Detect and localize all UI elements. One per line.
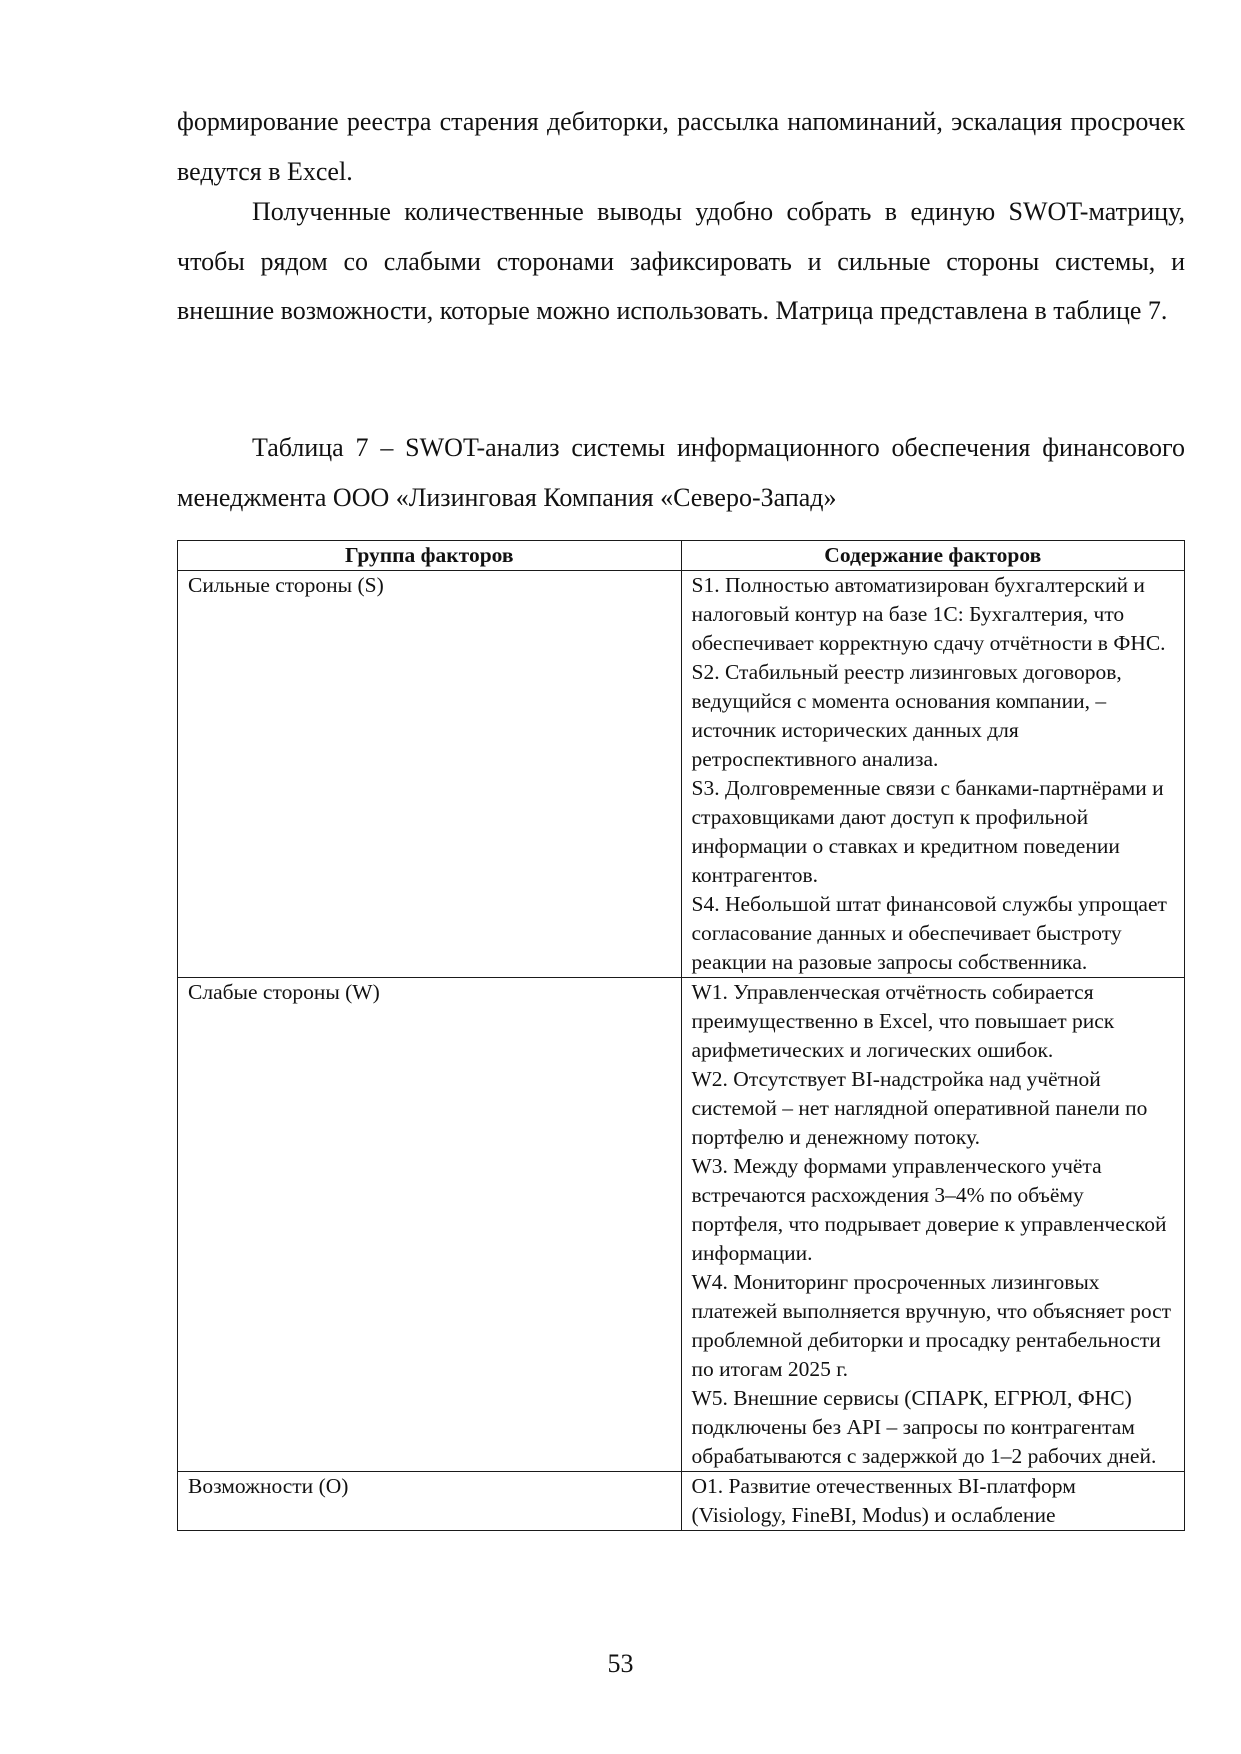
swot-table [177, 540, 1185, 1531]
factor-item: W2. Отсутствует BI-надстройка над учётной системой – нет наглядной оперативной панели по портфелю и денежному потоку. [691, 1067, 1148, 1149]
table-header-row [178, 541, 1185, 571]
page-number: 53 [607, 1649, 634, 1678]
paragraph-continuation: формирование реестра старения дебиторки, рассылка напоминаний, эскалация просрочек ведутся в Excel. [177, 107, 1185, 186]
factor-item: W5. Внешние сервисы (СПАРК, ЕГРЮЛ, ФНС) подключены без API – запросы по контрагентам обрабатываются с задержкой до 1–2 рабочих дней. [691, 1386, 1157, 1468]
content-cell [681, 978, 1185, 1472]
table-caption: Таблица 7 – SWOT-анализ системы информационного обеспечения финансового менеджмента ООО «Лизинговая Компания «Северо-Запад» [177, 433, 1185, 512]
factor-item: W1. Управленческая отчётность собирается преимущественно в Excel, что повышает риск арифметических и логических ошибок. [691, 980, 1115, 1062]
table-row-weaknesses [178, 978, 1185, 1472]
factor-item: S3. Долговременные связи с банками-партнёрами и страховщиками дают доступ к профильной информации о ставках и кредитном поведении контрагентов. [691, 776, 1164, 887]
factor-item: O1. Развитие отечественных BI-платформ (Visiology, FineBI, Modus) и ослабление [691, 1474, 1076, 1527]
group-cell: Возможности (O) [178, 1472, 682, 1531]
factor-item: S2. Стабильный реестр лизинговых договоров, ведущийся с момента основания компании, – источник исторических данных для ретроспективного анализа. [691, 660, 1122, 771]
factor-item: W3. Между формами управленческого учёта встречаются расхождения 3–4% по объёму портфеля, что подрывает доверие к управленческой информации. [691, 1154, 1167, 1265]
content-cell [681, 571, 1185, 978]
content-cell [681, 1472, 1185, 1531]
group-cell: Слабые стороны (W) [178, 978, 682, 1472]
factor-item: W4. Мониторинг просроченных лизинговых платежей выполняется вручную, что объясняет рост проблемной дебиторки и просадку рентабельности по итогам 2025 г. [691, 1270, 1172, 1381]
table-row-strengths [178, 571, 1185, 978]
table-row-opportunities [178, 1472, 1185, 1531]
paragraph-swot-intro: Полученные количественные выводы удобно собрать в единую SWOT-матрицу, чтобы рядом со слабыми сторонами зафиксировать и сильные стороны системы, и внешние возможности, которые можно использовать. Матрица представлена в таблице 7. [177, 197, 1185, 325]
group-cell: Сильные стороны (S) [178, 571, 682, 978]
factor-item: S1. Полностью автоматизирован бухгалтерский и налоговый контур на базе 1С: Бухгалтерия, что обеспечивает корректную сдачу отчётности в ФНС. [691, 573, 1166, 655]
header-factor-group: Группа факторов [178, 541, 682, 571]
header-factor-content: Содержание факторов [681, 541, 1185, 571]
factor-item: S4. Небольшой штат финансовой службы упрощает согласование данных и обеспечивает быстроту реакции на разовые запросы собственника. [691, 892, 1167, 974]
